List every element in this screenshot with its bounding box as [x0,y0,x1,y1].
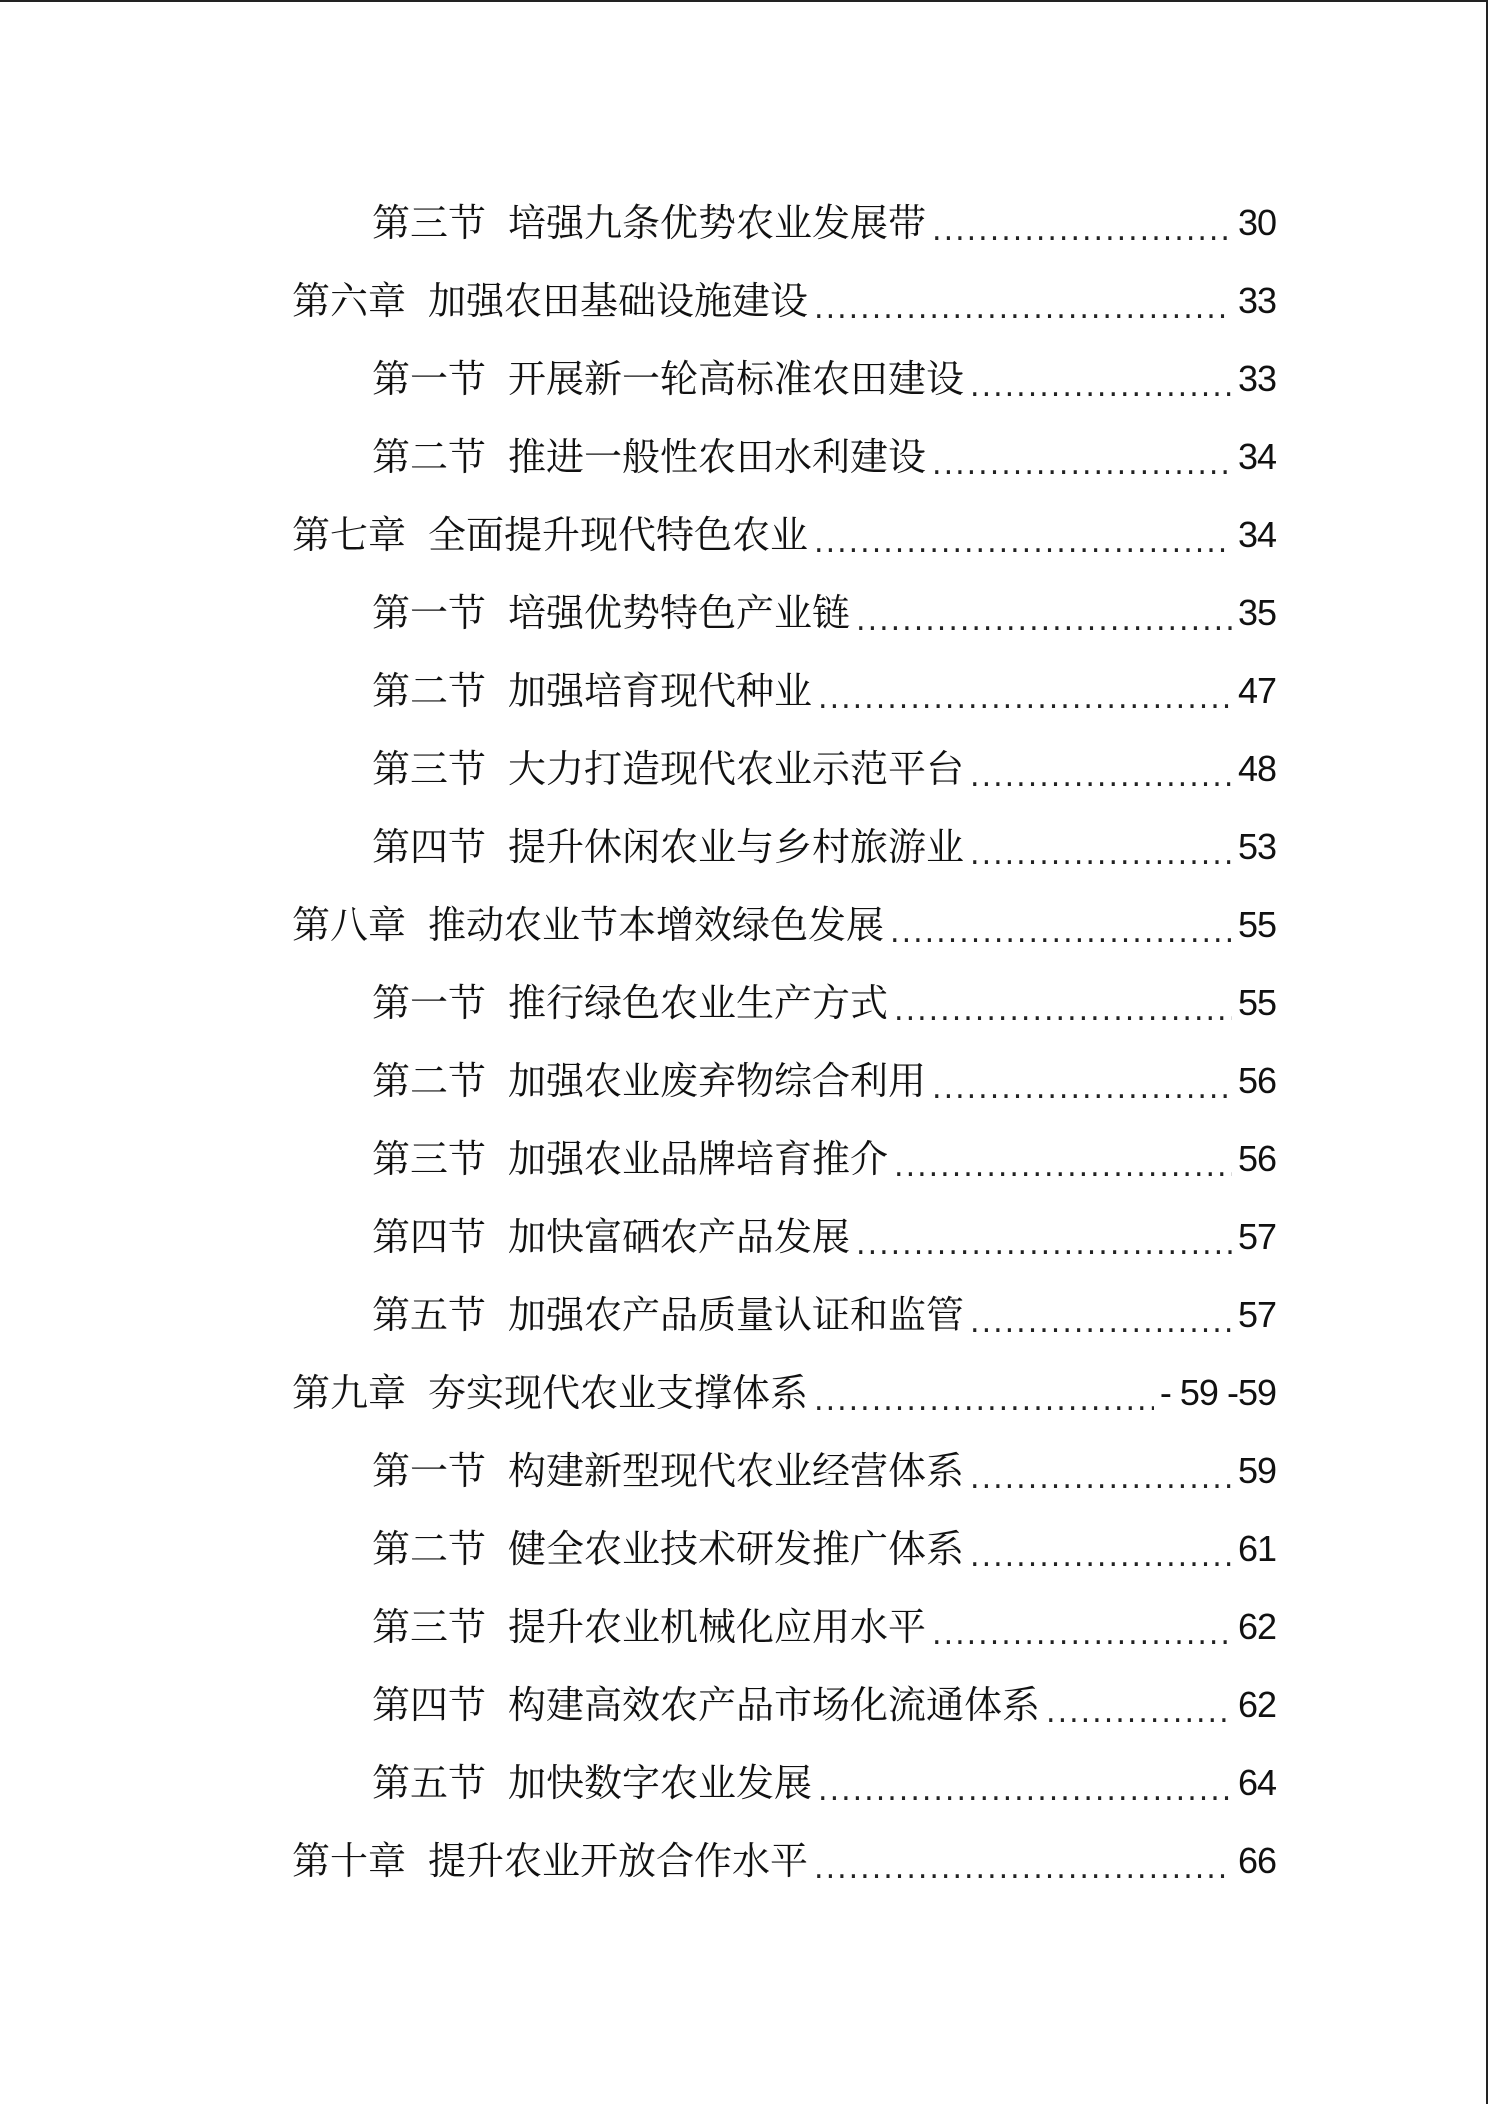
toc-dot-leader [970,372,1232,418]
toc-section-entry[interactable] [372,808,1276,886]
toc-section-entry[interactable] [372,574,1276,652]
toc-dot-leader [970,762,1232,808]
toc-page-number: 66 [1237,1840,1276,1881]
toc-dot-leader [818,684,1232,730]
toc-entry-number: 第三节 [372,201,487,245]
toc-entry-number: 第三节 [372,1137,487,1181]
toc-entry-number: 第五节 [372,1293,487,1337]
toc-entry-title: 提升农业机械化应用水平 [508,1605,927,1649]
toc-dot-leader [814,1386,1154,1432]
toc-section-entry[interactable] [372,1588,1276,1666]
toc-section-entry[interactable] [372,1198,1276,1276]
toc-entry-title: 构建高效农产品市场化流通体系 [508,1683,1041,1727]
toc-entry-number: 第二节 [372,669,487,713]
toc-section-entry[interactable] [372,1666,1276,1744]
toc-entry-title: 加强农田基础设施建设 [428,279,809,323]
toc-page-number: 56 [1237,1138,1276,1179]
toc-section-entry[interactable] [372,730,1276,808]
toc-dot-leader [932,1074,1232,1120]
toc-page-number: 61 [1237,1528,1276,1569]
toc-section-entry[interactable] [372,1744,1276,1822]
toc-chapter-entry[interactable] [292,886,1276,964]
toc-dot-leader [814,528,1232,574]
toc-page-number: 35 [1237,592,1276,633]
toc-dot-leader [894,996,1232,1042]
toc-section-entry[interactable] [372,964,1276,1042]
toc-entry-number: 第二节 [372,435,487,479]
toc-dot-leader [856,1230,1232,1276]
toc-entry-title: 构建新型现代农业经营体系 [508,1449,965,1493]
toc-page-number: 34 [1237,436,1276,477]
toc-entry-number: 第一节 [372,591,487,635]
toc-entry-number: 第五节 [372,1761,487,1805]
table-of-contents [0,184,1488,1900]
toc-dot-leader [970,1308,1232,1354]
toc-entry-title: 加强农产品质量认证和监管 [508,1293,965,1337]
toc-entry-title: 提升农业开放合作水平 [428,1839,809,1883]
toc-dot-leader [932,216,1232,262]
toc-section-entry[interactable] [372,340,1276,418]
toc-entry-number: 第六章 [292,279,407,323]
toc-dot-leader [970,1464,1232,1510]
toc-entry-number: 第四节 [372,825,487,869]
toc-section-entry[interactable] [372,184,1276,262]
toc-chapter-entry[interactable] [292,496,1276,574]
toc-page-number: 55 [1237,904,1276,945]
toc-entry-title: 推行绿色农业生产方式 [508,981,889,1025]
toc-dot-leader [932,1620,1232,1666]
toc-entry-title: 夯实现代农业支撑体系 [428,1371,809,1415]
toc-page-number: 56 [1237,1060,1276,1101]
toc-entry-title: 开展新一轮高标准农田建设 [508,357,965,401]
toc-entry-number: 第一节 [372,981,487,1025]
toc-section-entry[interactable] [372,1432,1276,1510]
toc-section-entry[interactable] [372,1276,1276,1354]
toc-section-entry[interactable] [372,1510,1276,1588]
toc-entry-title: 健全农业技术研发推广体系 [508,1527,965,1571]
toc-entry-number: 第三节 [372,747,487,791]
toc-entry-number: 第九章 [292,1371,407,1415]
toc-entry-number: 第二节 [372,1527,487,1571]
toc-entry-title: 加强农业品牌培育推介 [508,1137,889,1181]
toc-dot-leader [814,294,1232,340]
toc-entry-title: 推进一般性农田水利建设 [508,435,927,479]
toc-page-number: 59 [1237,1450,1276,1491]
toc-entry-title: 全面提升现代特色农业 [428,513,809,557]
toc-dot-leader [932,450,1232,496]
toc-dot-leader [818,1776,1232,1822]
toc-entry-title: 推动农业节本增效绿色发展 [428,903,885,947]
toc-dot-leader [890,918,1232,964]
toc-entry-title: 加强培育现代种业 [508,669,813,713]
toc-dot-leader [1046,1698,1232,1744]
toc-page-number: 48 [1237,748,1276,789]
toc-dot-leader [814,1854,1232,1900]
toc-entry-number: 第三节 [372,1605,487,1649]
toc-dot-leader [970,1542,1232,1588]
toc-section-entry[interactable] [372,1042,1276,1120]
toc-page-number: 47 [1237,670,1276,711]
toc-entry-title: 培强九条优势农业发展带 [508,201,927,245]
toc-page-number: 53 [1237,826,1276,867]
toc-page-number: 57 [1237,1294,1276,1335]
toc-page-number: - 59 -59 [1159,1372,1276,1413]
toc-section-entry[interactable] [372,1120,1276,1198]
toc-entry-title: 加快富硒农产品发展 [508,1215,851,1259]
toc-page-number: 33 [1237,280,1276,321]
toc-entry-title: 提升休闲农业与乡村旅游业 [508,825,965,869]
toc-entry-number: 第二节 [372,1059,487,1103]
toc-section-entry[interactable] [372,418,1276,496]
toc-page-number: 62 [1237,1606,1276,1647]
toc-section-entry[interactable] [372,652,1276,730]
toc-entry-title: 加强农业废弃物综合利用 [508,1059,927,1103]
toc-entry-number: 第八章 [292,903,407,947]
toc-page-number: 34 [1237,514,1276,555]
toc-entry-title: 加快数字农业发展 [508,1761,813,1805]
toc-dot-leader [856,606,1232,652]
toc-page-number: 62 [1237,1684,1276,1725]
toc-dot-leader [970,840,1232,886]
toc-entry-number: 第七章 [292,513,407,557]
toc-entry-title: 大力打造现代农业示范平台 [508,747,965,791]
toc-chapter-entry[interactable] [292,262,1276,340]
toc-entry-number: 第一节 [372,1449,487,1493]
toc-entry-number: 第四节 [372,1683,487,1727]
toc-page-number: 64 [1237,1762,1276,1803]
toc-page-number: 55 [1237,982,1276,1023]
toc-dot-leader [894,1152,1232,1198]
toc-chapter-entry[interactable] [292,1822,1276,1900]
toc-entry-number: 第十章 [292,1839,407,1883]
toc-entry-number: 第四节 [372,1215,487,1259]
toc-entry-title: 培强优势特色产业链 [508,591,851,635]
toc-entry-number: 第一节 [372,357,487,401]
toc-page-number: 57 [1237,1216,1276,1257]
toc-page-number: 33 [1237,358,1276,399]
toc-page-number: 30 [1237,202,1276,243]
toc-chapter-entry[interactable] [292,1354,1276,1432]
